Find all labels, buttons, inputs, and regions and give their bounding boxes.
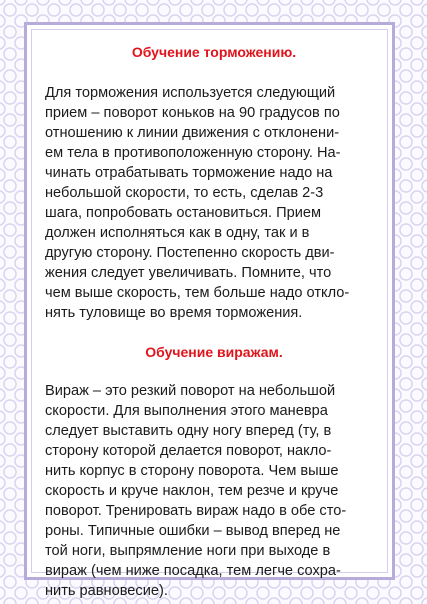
text-line: ем тела в противоположенную сторону. На-: [45, 145, 341, 161]
text-line: Для торможения используется следующий: [45, 85, 336, 101]
paragraph-braking: [45, 83, 383, 323]
text-line: той ноги, выпрямление ноги при выходе в: [45, 543, 331, 559]
text-line: отношению к линии движения с отклонени-: [45, 125, 340, 141]
text-line: вираж (чем ниже посадка, тем легче сохра-: [45, 563, 341, 579]
text-line: прием – поворот коньков на 90 градусов по: [45, 105, 340, 121]
text-line: следует выставить одну ногу вперед (ту, в: [45, 423, 332, 439]
text-line: жения следует увеличивать. Помните, что: [45, 265, 332, 281]
text-line: шага, попробовать остановиться. Прием: [45, 205, 322, 221]
document-content: [45, 43, 383, 601]
text-line: нять туловище во время торможения.: [45, 305, 303, 321]
text-line: скорость и круче наклон, тем резче и круче: [45, 483, 339, 499]
text-line: нить равновесие).: [45, 583, 168, 599]
text-line: роны. Типичные ошибки – вывод вперед не: [45, 523, 341, 539]
section-title-turns: Обучение виражам.: [145, 344, 283, 360]
text-line: скорости. Для выполнения этого маневра: [45, 403, 328, 419]
content-frame: [24, 22, 395, 599]
paragraph-turns: [45, 381, 383, 601]
text-line: чинать отрабатывать торможение надо на: [45, 165, 333, 181]
text-line: Вираж – это резкий поворот на небольшой: [45, 383, 336, 399]
text-line: нить корпус в сторону поворота. Чем выше: [45, 463, 339, 479]
text-line: сторону которой делается поворот, накло-: [45, 443, 332, 459]
text-line: другую сторону. Постепенно скорость дви-: [45, 245, 335, 261]
text-line: должен исполняться как в одну, так и в: [45, 225, 310, 241]
text-line: чем выше скорость, тем больше надо откло-: [45, 285, 350, 301]
section-title-braking: Обучение торможению.: [131, 44, 297, 60]
text-line: поворот. Тренировать вираж надо в обе сто-: [45, 503, 347, 519]
text-line: небольшой скорости, то есть, сделав 2-3: [45, 185, 324, 201]
